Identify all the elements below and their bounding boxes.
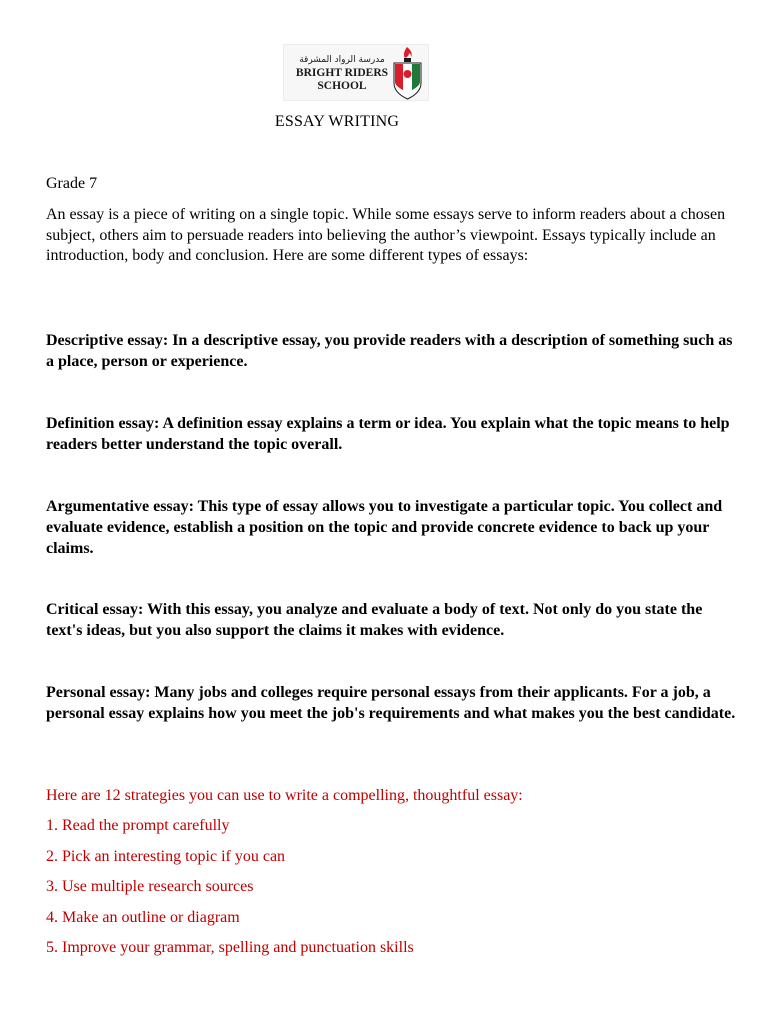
essay-type-personal: Personal essay: Many jobs and colleges require personal essays from their applicants. For a job, a personal essay explains how you meet the job's requirements and what makes you the best candidate.	[46, 684, 736, 722]
essay-type-definition: Definition essay: A definition essay explains a term or idea. You explain what the topic means to help readers better understand the topic overall.	[46, 415, 730, 453]
strategy-item: 5. Improve your grammar, spelling and punctuation skills	[46, 939, 414, 957]
logo-name-line2: SCHOOL	[317, 80, 367, 92]
shield-icon	[394, 63, 421, 99]
strategy-item: 3. Use multiple research sources	[46, 878, 254, 896]
school-logo-graphic	[284, 45, 428, 100]
strategy-item: 1. Read the prompt carefully	[46, 817, 230, 834]
essay-type-argumentative: Argumentative essay: This type of essay allows you to investigate a particular topic. You collect and evaluate evidence, establish a position on the topic and provide concrete evidence to back up your claims.	[46, 498, 723, 557]
strategy-item: 2. Pick an interesting topic if you can	[46, 847, 286, 865]
essay-type-descriptive: Descriptive essay: In a descriptive essay, you provide readers with a description of something such as a place, person or experience.	[46, 332, 733, 370]
strategies-list	[46, 817, 414, 970]
essay-type-critical: Critical essay: With this essay, you analyze and evaluate a body of text. Not only do you state the text's ideas, but you also support the claims it makes with evidence.	[46, 601, 703, 639]
logo-name-line1: BRIGHT RIDERS	[295, 67, 389, 79]
torch-icon	[404, 47, 412, 62]
logo-arabic-text: مدرسة الرواد المشرقة	[299, 55, 385, 65]
document-title: ESSAY WRITING	[274, 113, 400, 130]
strategies-heading: Here are 12 strategies you can use to write a compelling, thoughtful essay:	[46, 787, 523, 804]
grade-label: Grade 7	[46, 175, 98, 192]
strategy-item: 4. Make an outline or diagram	[46, 908, 240, 926]
school-logo	[283, 44, 429, 101]
intro-paragraph: An essay is a piece of writing on a single topic. While some essays serve to inform readers about a chosen subject, others aim to persuade readers into believing the author’s viewpoint. Essays typically include an introduction, body and conclusion. Here are some different types of essays:	[46, 206, 726, 265]
